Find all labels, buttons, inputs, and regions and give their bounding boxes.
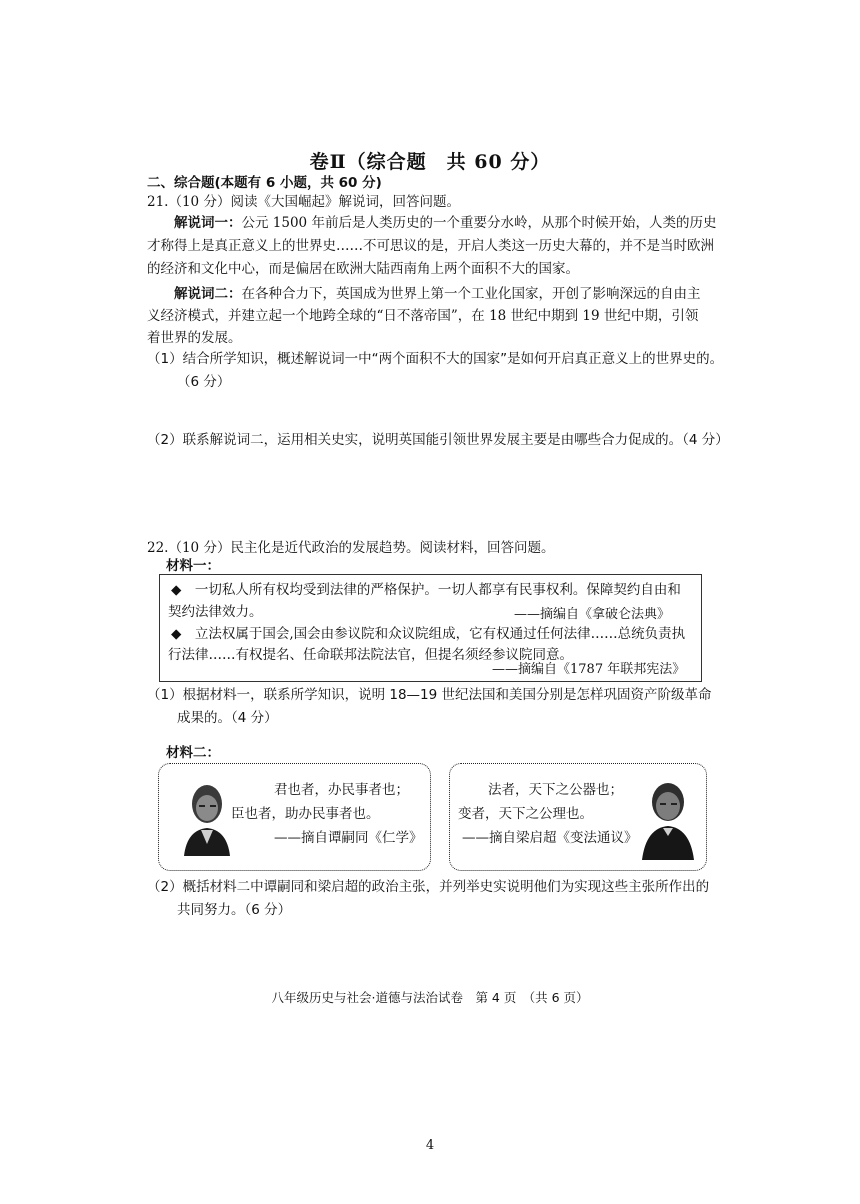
tan-quote-source: ——摘自谭嗣同《仁学》 (274, 830, 423, 846)
q22-stem: 22.（10 分）民主化是近代政治的发展趋势。阅读材料，回答问题。 (147, 540, 555, 556)
us-constitution-line-1: ◆ 立法权属于国会,国会由参议院和众议院组成，它有权通过任何法律……总统负责执 (171, 626, 686, 642)
liang-qichao-card (449, 763, 707, 871)
q22-subquestion-1-cont: 成果的。（4 分） (177, 710, 278, 726)
q22-subquestion-2: （2）概括材料二中谭嗣同和梁启超的政治主张，并列举史实说明他们为实现这些主张所作出的 (147, 879, 710, 895)
commentary-1-label: 解说词一： (174, 215, 242, 231)
q21-subquestion-1: （1）结合所学知识，概述解说词一中“两个面积不大的国家”是如何开启真正意义上的世界史的。 (147, 351, 724, 367)
q21-stem: 21.（10 分）阅读《大国崛起》解说词，回答问题。 (147, 194, 460, 210)
section-title: 卷Ⅱ（综合题 共 60 分） (309, 151, 551, 173)
q21-commentary-1-line-2: 才称得上是真正意义上的世界史……不可思议的是，开启人类这一历史大幕的，并不是当时欧洲 (147, 238, 714, 254)
napoleon-code-line-1: ◆ 一切私人所有权均受到法律的严格保护。一切人都享有民事权利。保障契约自由和 (171, 582, 681, 598)
q22-subquestion-2-cont: 共同努力。（6 分） (177, 902, 292, 918)
us-constitution-line-2: 行法律……有权提名、任命联邦法院法官，但提名须经参议院同意。 (168, 647, 573, 663)
liang-qichao-portrait (638, 778, 698, 860)
commentary-2-label: 解说词二： (174, 286, 242, 302)
q21-commentary-2-line-1 (174, 284, 701, 304)
liang-quote-line-2: 变者，天下之公理也。 (458, 806, 593, 822)
q21-subquestion-2: （2）联系解说词二，运用相关史实，说明英国能引领世界发展主要是由哪些合力促成的。（4 分） (147, 432, 729, 448)
tan-quote-line-1: 君也者，办民事者也； (274, 782, 409, 798)
page-footer: 八年级历史与社会·道德与法治试卷 第 4 页 （共 6 页） (271, 990, 589, 1005)
page-number: 4 (425, 1138, 435, 1153)
liang-quote-line-1: 法者，天下之公器也； (488, 782, 623, 798)
q21-commentary-2-line-3: 着世界的发展。 (147, 330, 242, 346)
napoleon-code-line-2: 契约法律效力。 (168, 604, 263, 620)
q21-commentary-1-line-1 (174, 213, 716, 233)
tan-sitong-portrait (179, 778, 235, 856)
q21-commentary-2-line-2: 义经济模式，并建立起一个地跨全球的“日不落帝国”，在 18 世纪中期到 19 世纪中期，引领 (147, 308, 699, 324)
q22-subquestion-1: （1）根据材料一，联系所学知识，说明 18—19 世纪法国和美国分别是怎样巩固资产阶级革命 (147, 687, 712, 703)
liang-quote-source: ——摘自梁启超《变法通议》 (462, 830, 638, 846)
napoleon-code-source: ——摘编自《拿破仑法典》 (514, 607, 671, 622)
commentary-1-text: 公元 1500 年前后是人类历史的一个重要分水岭，从那个时候开始，人类的历史 (241, 215, 717, 231)
us-constitution-source: ——摘编自《1787 年联邦宪法》 (492, 662, 686, 677)
commentary-2-text: 在各种合力下，英国成为世界上第一个工业化国家，开创了影响深远的自由主 (241, 286, 701, 302)
material-2-label: 材料二： (166, 745, 220, 761)
material-1-label: 材料一： (166, 558, 220, 574)
section-heading: 二、综合题(本题有 6 小题，共 60 分) (147, 175, 382, 191)
tan-sitong-card (158, 763, 431, 871)
q21-commentary-1-line-3: 的经济和文化中心，而是偏居在欧洲大陆西南角上两个面积不大的国家。 (147, 261, 579, 277)
q21-subquestion-1-points: （6 分） (177, 374, 231, 390)
tan-quote-line-2: 臣也者，助办民事者也。 (231, 806, 380, 822)
